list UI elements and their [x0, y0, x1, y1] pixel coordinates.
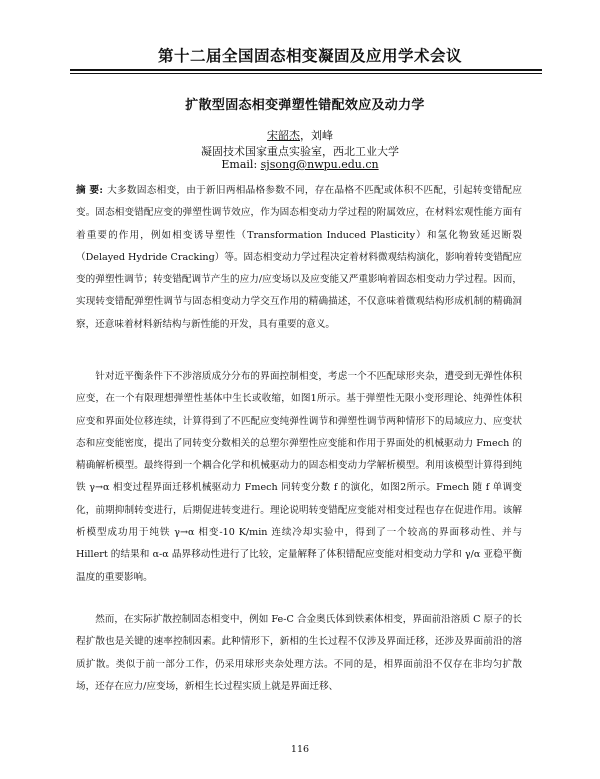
body-paragraph-1: 针对近平衡条件下不涉溶质成分分布的界面控制相变，考虑一个不匹配球形夹杂，遭受到无弹性体积应变，在一个有限理想弹塑性基体中生长或收缩，如图1所示。基于弹塑性无限小变形理论、纯弹性体积应变和界面处位移连续，计算得到了不匹配应变纯弹性调节和弹塑性调节两种情形下的局域应力、应变状态和应变能密度，提出了同转变分数相关的总塑尔弹塑性应变能和作用于界面处的机械驱动力 Fmech 的精确解析模型。最终得到一个耦合化学和机械驱动力的固态相变动力学解析模型。利用该模型计算得到纯铁 γ→α 相变过程界面迁移机械驱动力 Fmech 同转变分数 f 的演化，如图2所示。Fmech 随 f 单调变化，前期抑制转变进行，后期促进转变进行。理论说明转变错配应变能对相变过程也存在促进作用。该解析模型成功用于纯铁 γ→α 相变-10 K/min 连续冷却实验中，得到了一个较高的界面移动性、并与 Hillert 的结果和 α-α 晶界移动性进行了比较，定量解释了体积错配应变能对相变动力学和 γ/α 亚稳平衡温度的重要影响。 — [76, 371, 522, 583]
conference-title: 第十二届全国固态相变凝固及应用学术会议 — [157, 47, 462, 65]
affiliation: 凝固技术国家重点实验室，西北工业大学 — [201, 145, 399, 158]
author-main: 宋韶杰 — [267, 129, 300, 142]
author-separator: ， — [300, 129, 311, 142]
paper-title: 扩散型固态相变弹塑性错配效应及动力学 — [185, 98, 425, 113]
author-second: 刘峰 — [311, 129, 333, 142]
abstract-text: 大多数固态相变，由于新旧两相晶格参数不同，存在晶格不匹配或体积不匹配，引起转变错配应变。固态相变错配应变的弹塑性调节效应，作为固态相变动力学过程的附属效应，在材料宏观性能方面有着重要的作用，例如相变诱导塑性（Transformation Induced Plasticity）和氢化物致延迟断裂（Delayed Hydride Cracking）等。固态相变动力学过程决定着材料微观结构演化，影响着转变错配应变的弹塑性调节；转变错配调节产生的应力/应变场以及应变能又严重影响着固态相变动力学过程。因而，实现转变错配弹塑性调节与固态相变动力学交互作用的精确描述，不仅意味着微观结构形成机制的精确洞察，还意味着材料新结构与新性能的开发，具有重要的意义。 — [76, 185, 522, 330]
header-rule-thin — [70, 73, 542, 74]
abstract-label: 摘 要: — [76, 185, 103, 196]
email-label: Email: — [221, 158, 261, 171]
header-rule-thick — [70, 69, 542, 71]
author-line — [150, 127, 450, 143]
page-number: 116 — [290, 744, 310, 755]
email-address[interactable]: sjsong@nwpu.edu.cn — [260, 158, 379, 171]
body-paragraph-2: 然而，在实际扩散控制固态相变中，例如 Fe-C 合金奥氏体到铁素体相变，界面前沿溶质 C 原子的长程扩散也是关键的速率控制因素。此种情形下，新相的生长过程不仅涉及界面迁移，还涉及界面前沿的溶质扩散。类似于前一部分工作，仍采用球形夹杂处理方法。不同的是，相界面前沿不仅存在非均匀扩散场，还存在应力/应变场，新相生长过程实质上就是界面迁移、 — [76, 614, 522, 692]
email-line — [150, 158, 450, 171]
abstract — [76, 180, 522, 336]
